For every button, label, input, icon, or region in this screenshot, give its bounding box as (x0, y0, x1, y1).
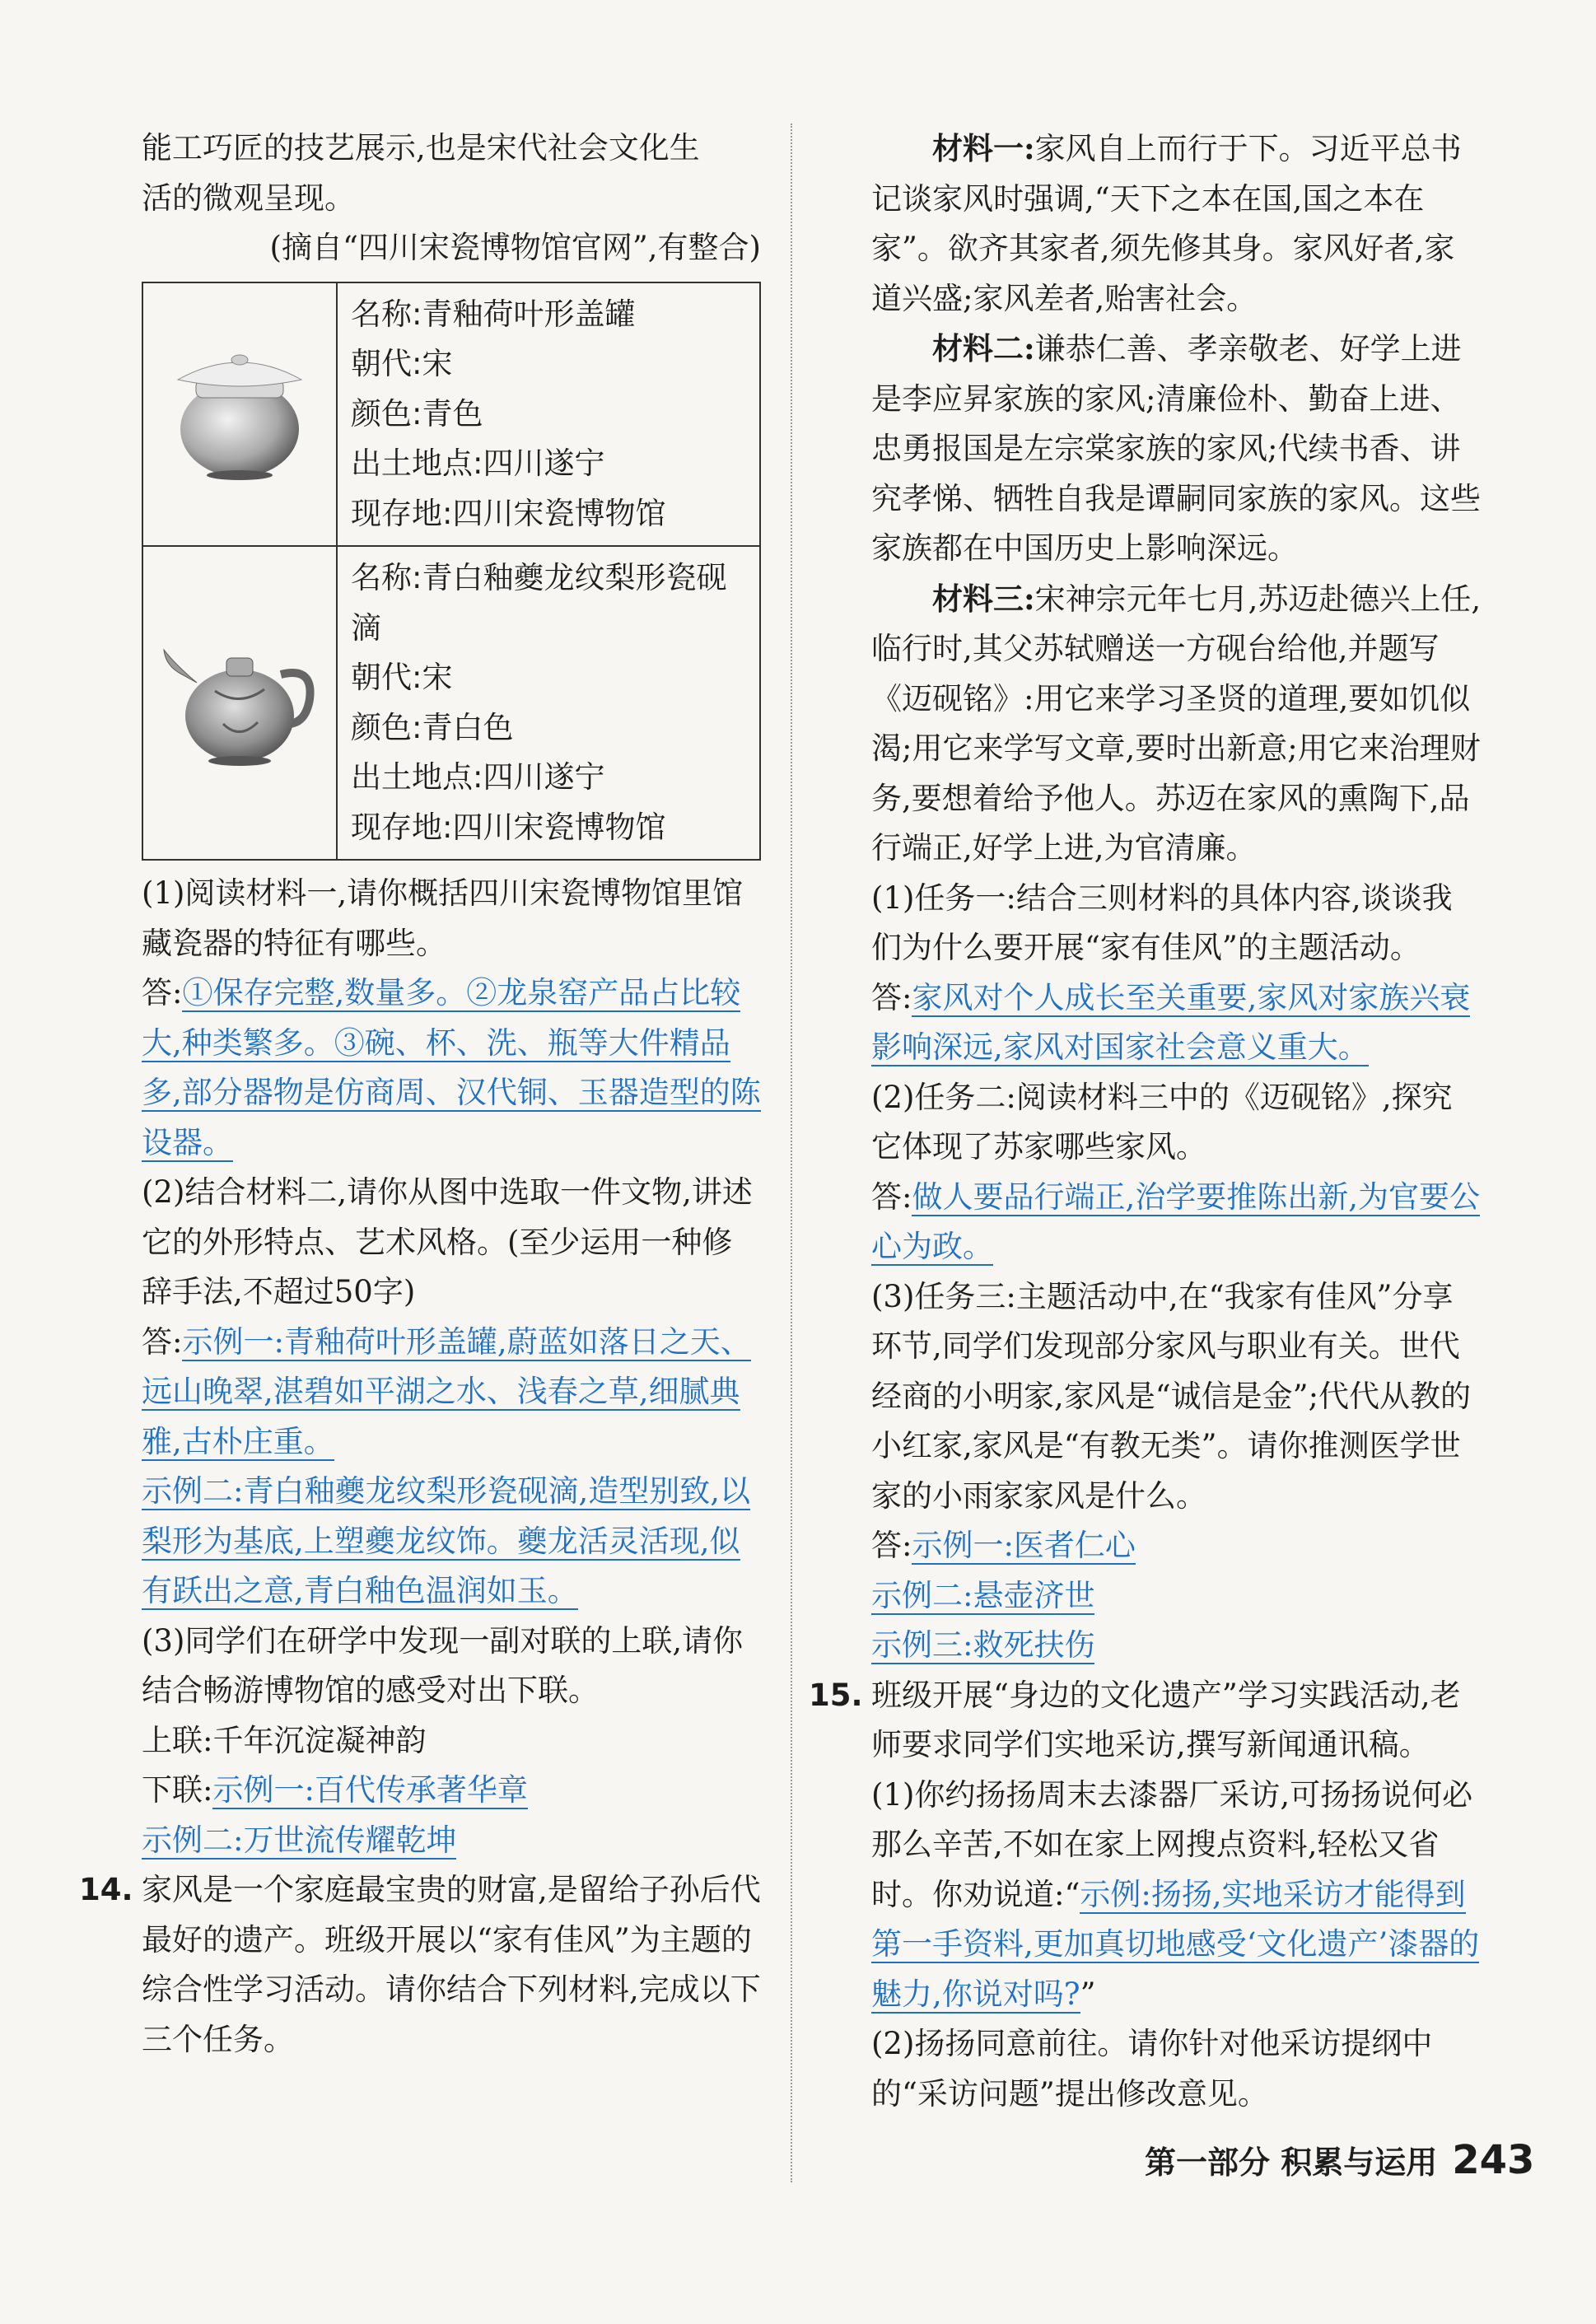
task-1: (1)任务一:结合三则材料的具体内容,谈谈我们为什么要开展“家有佳风”的主题活动。 (871, 880, 1453, 965)
answer-text: 示例一:医者仁心 (912, 1528, 1136, 1563)
task-3-answer-3 (871, 1621, 1482, 1671)
relic-museum: 现存地:四川宋瓷博物馆 (351, 495, 666, 531)
question-2: (2)结合材料二,请你从图中选取一件文物,讲述它的外形特点、艺术风格。(至少运用一种修辞手法,不超过50字) (142, 1174, 753, 1309)
question-15-text: 班级开展“身边的文化遗产”学习实践活动,老师要求同学们实地采访,撰写新闻通讯稿。 (871, 1677, 1461, 1762)
answer-text: 示例二:万世流传耀乾坤 (142, 1822, 457, 1858)
page-footer (1145, 2137, 1534, 2183)
source-citation: (摘自“四川宋瓷博物馆官网”,有整合) (269, 230, 761, 265)
answer-label: 答: (142, 1323, 183, 1360)
closing-quote: ” (1080, 1976, 1096, 2012)
material-3 (871, 574, 1482, 874)
relic-row (142, 546, 760, 860)
task-2-answer (871, 1173, 1482, 1272)
task-1-answer (871, 973, 1482, 1073)
relic-dynasty: 朝代:宋 (351, 346, 453, 381)
relic-site: 出土地点:四川遂宁 (351, 446, 605, 481)
answer-2-example-2 (142, 1467, 761, 1617)
material-1-text: 家风自上而行于下。习近平总书记谈家风时强调,“天下之本在国,国之本在家”。欲齐其家者,须先修其身。家风好者,家道兴盛;家风差者,贻害社会。 (871, 131, 1462, 316)
relic-color: 颜色:青白色 (351, 709, 514, 745)
column-divider (791, 124, 792, 2182)
material-1 (871, 124, 1482, 324)
answer-text: 示例三:救死扶伤 (871, 1627, 1095, 1663)
question-14 (79, 1865, 761, 2065)
question-1: (1)阅读材料一,请你概括四川宋瓷博物馆里馆藏瓷器的特征有哪些。 (142, 875, 744, 961)
question-number: 14. (79, 1872, 133, 1907)
question-15-1 (871, 1771, 1482, 2020)
page-number: 243 (1452, 2137, 1535, 2183)
relic-info (337, 282, 760, 547)
couplet-upper: 上联:千年沉淀凝神韵 (142, 1722, 427, 1758)
material-3-label: 材料三: (932, 580, 1035, 617)
answer-label: 答: (871, 979, 912, 1015)
answer-text: 示例一:青釉荷叶形盖罐,蔚蓝如落日之天、远山晚翠,湛碧如平湖之水、浅春之草,细腻典雅,古朴庄重。 (142, 1323, 751, 1459)
relic-image-ewer (142, 546, 337, 860)
task-2: (2)任务二:阅读材料三中的《迈砚铭》,探究它体现了苏家哪些家风。 (871, 1079, 1453, 1164)
answer-text: 示例:扬扬,实地采访才能得到第一手资料,更加真切地感受‘文化遗产’漆器的魅力,你说对吗? (871, 1876, 1480, 2012)
answer-text: ①保存完整,数量多。②龙泉窑产品占比较大,种类繁多。③碗、杯、洗、瓶等大件精品多,部分器物是仿商周、汉代铜、玉器造型的陈设器。 (142, 975, 761, 1160)
task-3-answer-1 (871, 1521, 1482, 1571)
answer-text: 做人要品行端正,治学要推陈出新,为官要公心为政。 (871, 1178, 1480, 1264)
relic-site: 出土地点:四川遂宁 (351, 759, 605, 795)
ewer-image (157, 617, 322, 773)
intro-line-2: 活的微观呈现。 (142, 180, 355, 216)
answer-label: 答: (142, 975, 183, 1010)
answer-label: 答: (871, 1528, 912, 1563)
section-title: 第一部分 积累与运用 (1145, 2144, 1438, 2181)
relic-name: 名称:青白釉夔龙纹梨形瓷砚滴 (351, 560, 727, 646)
answer-label: 答: (871, 1178, 912, 1215)
relic-image-jar (142, 282, 337, 547)
task-3: (3)任务三:主题活动中,在“我家有佳风”分享环节,同学们发现部分家风与职业有关。世代经商的小明家,家风是“诚信是金”;代代从教的小红家,家风是“有教无类”。请你推测医学世家的小雨家家风是什么。 (871, 1278, 1472, 1514)
relic-dynasty: 朝代:宋 (351, 660, 453, 695)
task-3-answer-2 (871, 1571, 1482, 1622)
right-column (809, 124, 1482, 2119)
answer-text: 家风对个人成长至关重要,家风对家族兴衰影响深远,家风对国家社会意义重大。 (871, 979, 1471, 1065)
material-2-text: 谦恭仁善、孝亲敬老、好学上进是李应昇家族的家风;清廉俭朴、勤奋上进、忠勇报国是左宗棠家族的家风;代续书香、讲究孝悌、牺牲自我是谭嗣同家族的家风。这些家族都在中国历史上影响深远。 (871, 331, 1481, 566)
answer-text: 示例二:悬壶济世 (871, 1577, 1095, 1613)
relic-color: 颜色:青色 (351, 395, 483, 432)
material-2-label: 材料二: (932, 330, 1035, 366)
answer-2-example-1 (142, 1318, 761, 1468)
answer-text: 示例一:百代传承著华章 (212, 1772, 528, 1808)
question-15-2: (2)扬扬同意前往。请你针对他采访提纲中的“采访问题”提出修改意见。 (871, 2026, 1433, 2112)
question-14-text: 家风是一个家庭最宝贵的财富,是留给子孙后代最好的遗产。班级开展以“家有佳风”为主题的综合性学习活动。请你结合下列材料,完成以下三个任务。 (142, 1872, 761, 2057)
question-15 (809, 1671, 1482, 1771)
relic-name: 名称:青釉荷叶形盖罐 (351, 296, 636, 332)
material-2 (871, 324, 1482, 574)
relic-info (337, 546, 760, 860)
answer-1 (142, 968, 761, 1168)
question-number: 15. (809, 1677, 863, 1713)
covered-jar-image (161, 329, 318, 485)
couplet-lower-answer-2 (142, 1816, 761, 1866)
intro-line-1: 能工巧匠的技艺展示,也是宋代社会文化生 (142, 130, 700, 166)
question-15-1-text: (1)你约扬扬周末去漆器厂采访,可扬扬说何必那么辛苦,不如在家上网搜点资料,轻松又省时。你劝说道:“ (871, 1776, 1473, 1912)
couplet-lower-label: 下联: (142, 1772, 213, 1808)
relic-museum: 现存地:四川宋瓷博物馆 (351, 809, 666, 845)
material-1-label: 材料一: (932, 130, 1035, 166)
couplet-lower-answer-1 (142, 1766, 761, 1816)
material-3-text: 宋神宗元年七月,苏迈赴德兴上任,临行时,其父苏轼赠送一方砚台给他,并题写《迈砚铭》:用它来学习圣贤的道理,要如饥似渴;用它来学写文章,要时出新意;用它来治理财务,要想着给予他人。苏迈在家风的熏陶下,品行端正,好学上进,为官清廉。 (871, 581, 1482, 866)
left-column (79, 124, 761, 2065)
relic-table (142, 282, 761, 861)
question-3: (3)同学们在研学中发现一副对联的上联,请你结合畅游博物馆的感受对出下联。 (142, 1622, 744, 1708)
answer-text: 示例二:青白釉夔龙纹梨形瓷砚滴,造型别致,以梨形为基底,上塑夔龙纹饰。夔龙活灵活现,似有跃出之意,青白釉色温润如玉。 (142, 1473, 750, 1608)
relic-row (142, 282, 760, 547)
